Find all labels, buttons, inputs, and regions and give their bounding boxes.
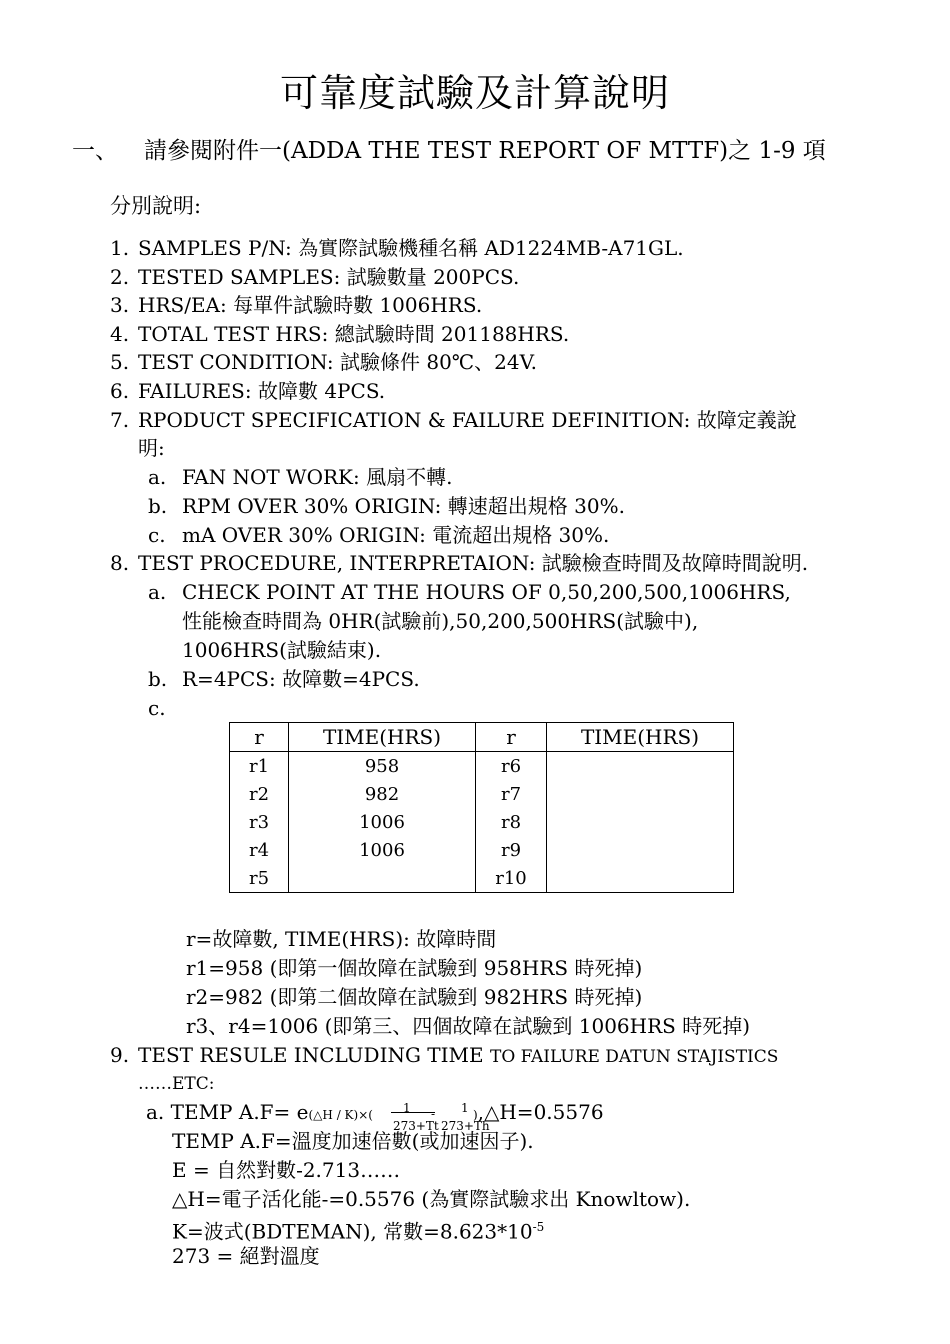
sub-item bbox=[148, 694, 182, 722]
table-row bbox=[230, 836, 734, 864]
item-number: 7. bbox=[110, 408, 130, 432]
table-cell: r7 bbox=[476, 780, 547, 808]
sub-text-continuation: 1006HRS(試驗結束). bbox=[182, 638, 382, 662]
sub-text-continuation: 性能檢查時間為 0HR(試驗前),50,200,500HRS(試驗中), bbox=[182, 609, 699, 633]
section-heading bbox=[72, 132, 826, 165]
item-number: 3. bbox=[110, 293, 130, 317]
exponent: -5 bbox=[532, 1220, 545, 1234]
list-item bbox=[110, 377, 385, 405]
item-text: FAILURES: 故障數 4PCS. bbox=[138, 379, 386, 403]
intro-text: 分別說明: bbox=[110, 194, 202, 218]
sub-text: RPM OVER 30% ORIGIN: 轉速超出規格 30%. bbox=[182, 494, 625, 518]
section-number: 一、 bbox=[72, 138, 118, 164]
column-header: r bbox=[476, 723, 547, 752]
definition-line: E = 自然對數-2.713…… bbox=[172, 1158, 401, 1182]
column-header: TIME(HRS) bbox=[547, 723, 734, 752]
sub-item bbox=[148, 492, 625, 520]
item-number: 8. bbox=[110, 551, 130, 575]
table-cell bbox=[547, 808, 734, 836]
item-text: TOTAL TEST HRS: 總試驗時間 201188HRS. bbox=[138, 322, 570, 346]
item-text: TEST PROCEDURE, INTERPRETAION: 試驗檢查時間及故障時間說明. bbox=[138, 551, 809, 575]
item-text-small: TO FAILURE DATUN STAJISTICS bbox=[489, 1047, 779, 1067]
formula-label: a. TEMP A.F= e bbox=[146, 1100, 309, 1124]
table-cell: r8 bbox=[476, 808, 547, 836]
list-item bbox=[110, 263, 519, 291]
item-number: 1. bbox=[110, 236, 130, 260]
note-line: r2=982 (即第二個故障在試驗到 982HRS 時死掉) bbox=[186, 985, 643, 1009]
item-text: RPODUCT SPECIFICATION & FAILURE DEFINITION: 故障定義說 bbox=[138, 408, 797, 432]
sub-letter: b. bbox=[148, 494, 168, 518]
sub-item bbox=[148, 521, 609, 549]
note-line: r3、r4=1006 (即第三、四個故障在試驗到 1006HRS 時死掉) bbox=[186, 1014, 751, 1038]
table-row bbox=[230, 752, 734, 781]
item-number: 6. bbox=[110, 379, 130, 403]
table-cell bbox=[289, 864, 476, 893]
fraction-numerator: 1 bbox=[402, 1101, 411, 1115]
sub-letter: a. bbox=[148, 580, 167, 604]
formula-tail: ,△H=0.5576 bbox=[477, 1100, 604, 1124]
page-title: 可靠度試驗及計算說明 bbox=[279, 71, 670, 115]
definition-line bbox=[172, 1213, 544, 1246]
table-cell: r10 bbox=[476, 864, 547, 893]
fraction-denominator: 273+Tt bbox=[392, 1119, 439, 1133]
item-text: TEST RESULE INCLUDING TIME bbox=[138, 1043, 484, 1067]
sub-text: R=4PCS: 故障數=4PCS. bbox=[182, 667, 420, 691]
list-item bbox=[110, 348, 537, 376]
sub-text: FAN NOT WORK: 風扇不轉. bbox=[182, 465, 453, 489]
item-text: TEST CONDITION: 試驗條件 80℃、24V. bbox=[138, 350, 537, 374]
item-number: 9. bbox=[110, 1043, 130, 1067]
sub-text: CHECK POINT AT THE HOURS OF 0,50,200,500,1006HRS, bbox=[182, 580, 791, 604]
table-cell: 1006 bbox=[289, 836, 476, 864]
table-cell: 1006 bbox=[289, 808, 476, 836]
fraction-numerator-2: 1 bbox=[460, 1101, 469, 1115]
formula-exponent: (△H / K)×( bbox=[308, 1108, 373, 1122]
note-line: r=故障數, TIME(HRS): 故障時間 bbox=[186, 927, 497, 951]
table-row bbox=[230, 864, 734, 893]
table-cell: r5 bbox=[230, 864, 289, 893]
list-item bbox=[110, 234, 684, 262]
item-number: 4. bbox=[110, 322, 130, 346]
item-continuation: 明: bbox=[138, 436, 165, 460]
formula-line bbox=[146, 1098, 604, 1133]
column-header: r bbox=[230, 723, 289, 752]
sub-item bbox=[148, 578, 791, 606]
failure-time-table bbox=[229, 722, 734, 893]
item-text: HRS/EA: 每單件試驗時數 1006HRS. bbox=[138, 293, 483, 317]
table-cell bbox=[547, 752, 734, 781]
table-cell: r3 bbox=[230, 808, 289, 836]
sub-item bbox=[148, 665, 420, 693]
table-cell bbox=[547, 864, 734, 893]
list-item bbox=[110, 406, 797, 434]
table-cell bbox=[547, 780, 734, 808]
table-cell bbox=[547, 836, 734, 864]
item-text: SAMPLES P/N: 為實際試驗機種名稱 AD1224MB-A71GL. bbox=[138, 236, 684, 260]
sub-letter: c. bbox=[148, 696, 166, 720]
table-cell: r4 bbox=[230, 836, 289, 864]
table-row bbox=[230, 780, 734, 808]
item-text: TESTED SAMPLES: 試驗數量 200PCS. bbox=[138, 265, 520, 289]
list-item bbox=[110, 1041, 778, 1071]
sub-item bbox=[148, 463, 452, 491]
note-line: r1=958 (即第一個故障在試驗到 958HRS 時死掉) bbox=[186, 956, 643, 980]
sub-letter: b. bbox=[148, 667, 168, 691]
formula-fraction bbox=[373, 1098, 490, 1133]
item-number: 5. bbox=[110, 350, 130, 374]
table-cell: 958 bbox=[289, 752, 476, 781]
fraction-minus: - bbox=[430, 1107, 435, 1121]
definition-line: 273 = 絕對溫度 bbox=[172, 1244, 320, 1268]
sub-text: mA OVER 30% ORIGIN: 電流超出規格 30%. bbox=[182, 523, 610, 547]
table-cell: r9 bbox=[476, 836, 547, 864]
table-cell: r6 bbox=[476, 752, 547, 781]
list-item bbox=[110, 320, 569, 348]
table-row bbox=[230, 808, 734, 836]
list-item bbox=[110, 549, 808, 577]
list-item bbox=[110, 291, 482, 319]
column-header: TIME(HRS) bbox=[289, 723, 476, 752]
sub-letter: a. bbox=[148, 465, 167, 489]
definition-line: △H=電子活化能-=0.5576 (為實際試驗求出 Knowltow). bbox=[172, 1187, 691, 1211]
item-continuation: ……ETC: bbox=[138, 1074, 215, 1094]
formula-close: ) bbox=[472, 1108, 478, 1122]
definition-line: TEMP A.F=溫度加速倍數(或加速因子). bbox=[172, 1129, 534, 1153]
table-cell: r2 bbox=[230, 780, 289, 808]
item-number: 2. bbox=[110, 265, 130, 289]
sub-letter: c. bbox=[148, 523, 166, 547]
fraction-denominator-2: 273+Th bbox=[440, 1119, 490, 1133]
section-text: 請參閱附件一(ADDA THE TEST REPORT OF MTTF)之 1-9 項 bbox=[144, 138, 826, 164]
table-cell: r1 bbox=[230, 752, 289, 781]
table-cell: 982 bbox=[289, 780, 476, 808]
definition-text: K=波式(BDTEMAN), 常數=8.623*10 bbox=[172, 1219, 533, 1244]
table-header-row bbox=[230, 723, 734, 752]
